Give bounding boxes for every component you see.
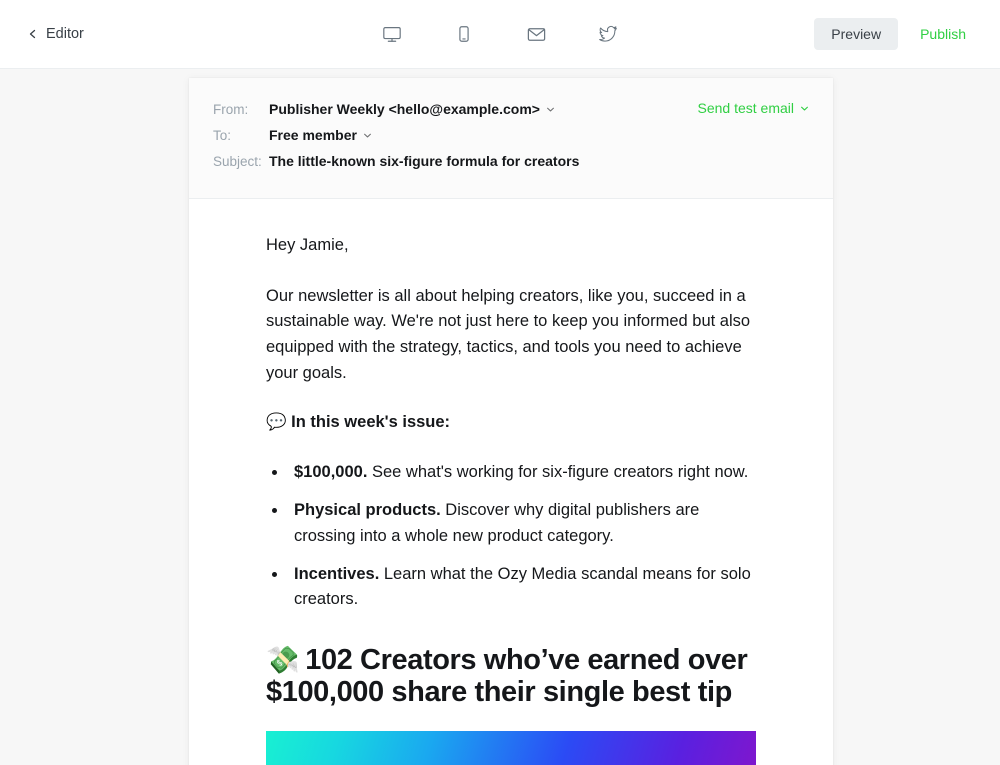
top-toolbar xyxy=(0,0,1000,69)
to-value: Free member xyxy=(269,127,357,143)
desktop-preview-icon[interactable] xyxy=(372,16,412,52)
list-item xyxy=(288,562,756,612)
email-meta-header xyxy=(189,78,833,199)
list-item xyxy=(288,460,756,485)
speech-bubble-emoji-icon: 💬 xyxy=(266,411,287,431)
back-to-editor-label: Editor xyxy=(46,26,84,42)
subject-row xyxy=(213,152,809,171)
chevron-down-icon xyxy=(546,105,555,114)
recipient-selector[interactable] xyxy=(269,126,372,144)
subject-value: The little-known six-figure formula for creators xyxy=(269,153,580,169)
bullet-text: See what's working for six-figure creators right now. xyxy=(367,463,749,482)
issue-bullet-list xyxy=(266,460,756,611)
email-preview-icon[interactable] xyxy=(516,16,556,52)
money-wings-emoji-icon: 💸 xyxy=(266,644,300,676)
publish-button[interactable]: Publish xyxy=(910,18,976,50)
to-row xyxy=(213,126,809,145)
chevron-down-icon xyxy=(800,104,809,113)
issue-heading xyxy=(266,409,756,436)
article-hero-image xyxy=(266,731,756,765)
from-selector[interactable] xyxy=(269,100,555,118)
email-body xyxy=(189,199,833,765)
to-label: To: xyxy=(213,128,232,143)
topbar-actions xyxy=(814,18,976,50)
bullet-text: Discover why digital publishers are crossing into a whole new product category. xyxy=(294,501,700,545)
mobile-preview-icon[interactable] xyxy=(444,16,484,52)
bullet-lead: Physical products. xyxy=(294,501,441,520)
list-item xyxy=(288,498,756,548)
issue-heading-text: In this week's issue: xyxy=(291,412,451,431)
from-value: Publisher Weekly <hello@example.com> xyxy=(269,101,540,117)
subject-label: Subject: xyxy=(213,154,262,169)
chevron-down-icon xyxy=(363,131,372,140)
greeting-paragraph: Hey Jamie, xyxy=(266,236,349,254)
article-headline xyxy=(266,644,756,709)
article-headline-text: 102 Creators who’ve earned over $100,000 share their single best tip xyxy=(266,643,748,709)
from-label: From: xyxy=(213,102,249,117)
send-test-email-label: Send test email xyxy=(697,100,794,116)
preview-button[interactable]: Preview xyxy=(814,18,898,50)
bullet-lead: Incentives. xyxy=(294,564,380,583)
bullet-text: Learn what the Ozy Media scandal means for solo creators. xyxy=(294,564,751,608)
intro-paragraph: Our newsletter is all about helping creators, like you, succeed in a sustainable way. We're not just here to keep you informed but also equipped with the strategy, tactics, and tools you need to achieve your goals. xyxy=(266,286,751,382)
send-test-email-button[interactable] xyxy=(698,100,810,116)
email-preview-sheet xyxy=(189,78,833,765)
bullet-lead: $100,000. xyxy=(294,463,368,482)
twitter-preview-icon[interactable] xyxy=(588,16,628,52)
preview-canvas xyxy=(0,69,1000,765)
